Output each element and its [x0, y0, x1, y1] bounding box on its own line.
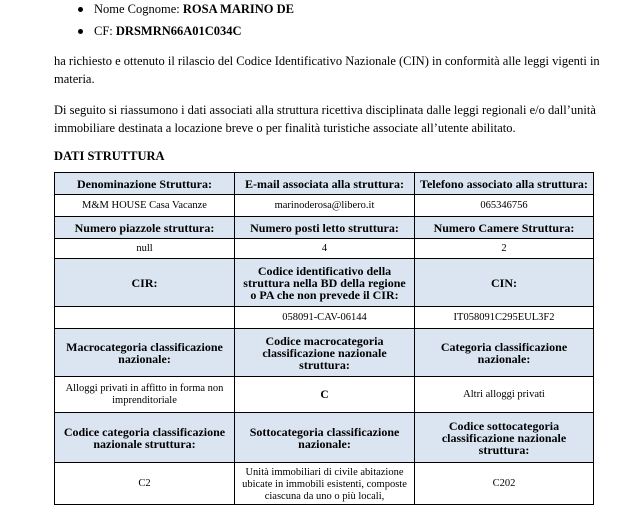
table-header-cell: Numero posti letto struttura: [235, 217, 415, 239]
owner-cf-item [78, 22, 294, 44]
owner-cf-label: CF: [94, 24, 113, 38]
table-cell: 058091-CAV-06144 [235, 307, 415, 329]
table-header-cell: CIN: [415, 259, 594, 307]
table-header-cell: Numero piazzole struttura: [55, 217, 235, 239]
table-header-cell: Codice macrocategoria classificazione nazionale struttura: [235, 329, 415, 377]
owner-name-value: ROSA MARINO DE [182, 2, 295, 16]
table-header-cell: Codice categoria classificazione nazionale struttura: [55, 413, 235, 463]
table-row [55, 377, 594, 413]
section-title: DATI STRUTTURA [54, 149, 165, 163]
table-header-cell: E-mail associata alla struttura: [235, 173, 415, 195]
table-cell [55, 307, 235, 329]
table-cell: 4 [235, 239, 415, 259]
table-cell: marinoderosa@libero.it [235, 195, 415, 217]
bullet-dot-icon [78, 29, 83, 34]
table-cell: null [55, 239, 235, 259]
table-header-row [55, 259, 594, 307]
table-row [55, 239, 594, 259]
table-cell: Unità immobiliari di civile abitazione ubicate in immobili esistenti, composte ciascuna da uno o più locali, [235, 463, 415, 505]
table-cell: IT058091C295EUL3F2 [415, 307, 594, 329]
owner-name-label: Nome Cognome: [94, 2, 180, 16]
owner-name-item [78, 0, 294, 22]
table-cell: Altri alloggi privati [415, 377, 594, 413]
bullet-dot-icon [78, 7, 83, 12]
table-header-row [55, 413, 594, 463]
table-cell: Alloggi privati in affitto in forma non imprenditoriale [55, 377, 235, 413]
owner-cf-value: DRSMRN66A01C034C [115, 24, 242, 38]
request-paragraph: ha richiesto e ottenuto il rilascio del Codice Identificativo Nazionale (CIN) in conformità alle leggi vigenti in materia. [54, 54, 600, 86]
table-cell: C [235, 377, 415, 413]
table-cell: 2 [415, 239, 594, 259]
table-row [55, 307, 594, 329]
table-cell: M&M HOUSE Casa Vacanze [55, 195, 235, 217]
table-header-cell: Categoria classificazione nazionale: [415, 329, 594, 377]
table-header-cell: Sottocategoria classificazione nazionale: [235, 413, 415, 463]
owner-details-list [78, 0, 294, 44]
table-header-cell: CIR: [55, 259, 235, 307]
table-cell: C2 [55, 463, 235, 505]
table-header-cell: Denominazione Struttura: [55, 173, 235, 195]
summary-paragraph: Di seguito si riassumono i dati associati alla struttura ricettiva disciplinata dalle leggi regionali e/o dall’unità immobiliare destinata a locazione breve o per finalità turistiche associate all’utente abilitato. [54, 103, 596, 135]
table-header-cell: Codice identificativo della struttura nella BD della regione o PA che non prevede il CIR: [235, 259, 415, 307]
table-header-row [55, 217, 594, 239]
table-row [55, 463, 594, 505]
structure-data-table [54, 172, 594, 505]
table-header-cell: Codice sottocategoria classificazione nazionale struttura: [415, 413, 594, 463]
table-row [55, 195, 594, 217]
table-cell: 065346756 [415, 195, 594, 217]
table-cell: C202 [415, 463, 594, 505]
table-header-row [55, 329, 594, 377]
table-header-cell: Numero Camere Struttura: [415, 217, 594, 239]
table-header-row [55, 173, 594, 195]
table-header-cell: Macrocategoria classificazione nazionale: [55, 329, 235, 377]
table-header-cell: Telefono associato alla struttura: [415, 173, 594, 195]
